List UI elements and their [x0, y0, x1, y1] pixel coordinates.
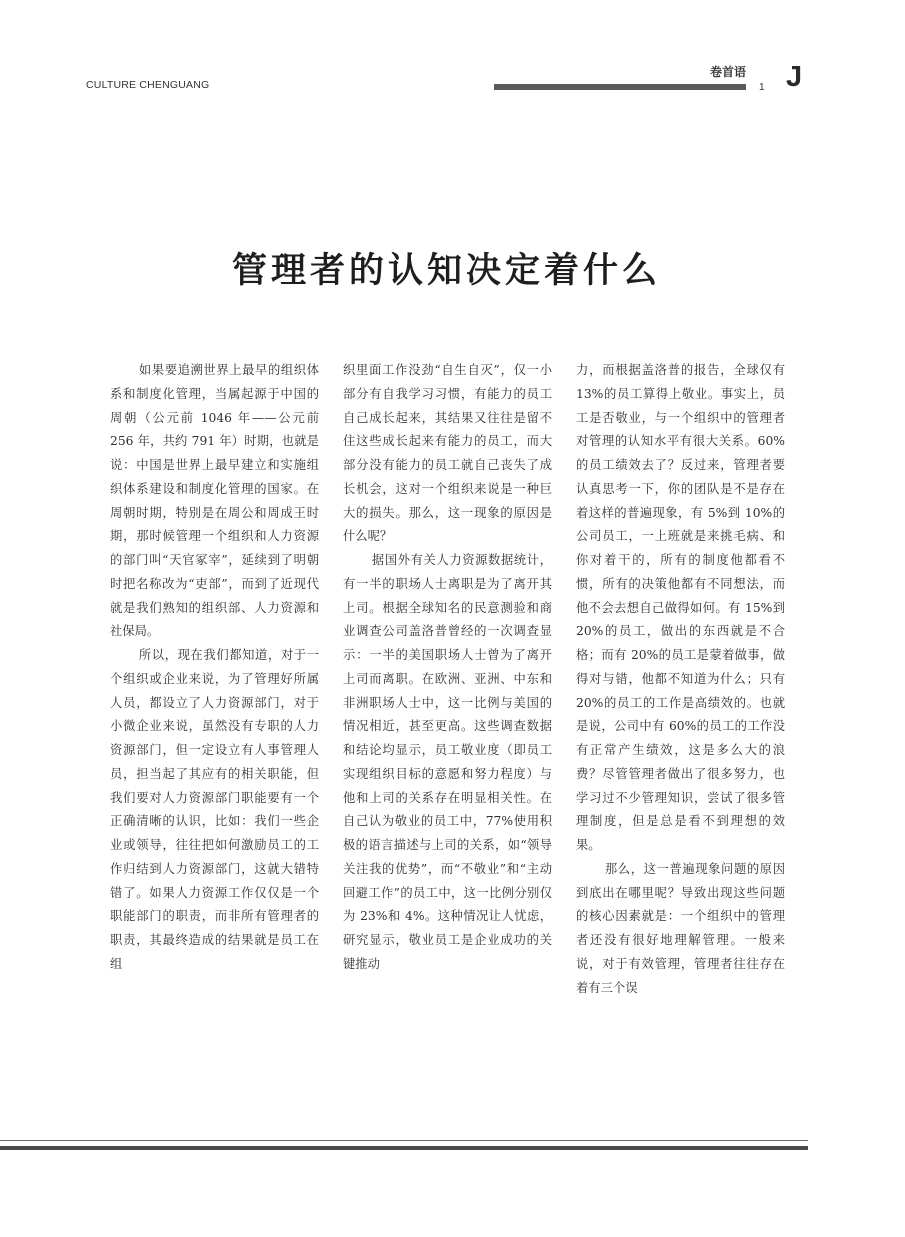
- text-column-3: [576, 359, 785, 1000]
- text-column-1: [110, 359, 319, 977]
- footer-rule-thin: [0, 1140, 808, 1141]
- section-label: 卷首语: [709, 65, 746, 79]
- page-number: 1: [759, 82, 765, 93]
- text-column-2: [343, 359, 552, 977]
- paragraph: 那么，这一普遍现象问题的原因到底出在哪里呢？导致出现这些问题的核心因素就是：一个组织中的管理者还没有很好地理解管理。一般来说，对于有效管理，管理者往往存在着有三个误: [576, 861, 785, 995]
- footer-rule-thick: [0, 1146, 808, 1150]
- paragraph-continued: 力，而根据盖洛普的报告，全球仅有 13%的员工算得上敬业。事实上，员工是否敬业，与一个组织中的管理者对管理的认知水平有很大关系。60%的员工绩效去了？反过来，管理者要认真思考一下，你的团队是不是存在着这样的普遍现象，有 5%到 10%的公司员工，一上班就是来挑毛病、和你对着干的，所有的制度他都看不惯，所有的决策他都有不同想法，而他不会去想自己做得如何。有 15%到 20%的员工，做出的东西就是不合格；而有 20%的员工是蒙着做事，做得对与错，他都不知道为什么；只有 20%的员工的工作是高绩效的。也就是说，公司中有 60%的员工的工作没有正常产生绩效，这是多么大的浪费？尽管管理者做出了很多努力，也学习过不少管理知识，尝试了很多管理制度，但是总是看不到理想的效果。: [576, 363, 785, 852]
- header-rule: [494, 84, 746, 90]
- paragraph: 如果要追溯世界上最早的组织体系和制度化管理，当属起源于中国的周朝（公元前 1046 年——公元前 256 年，共约 791 年）时期，也就是说：中国是世界上最早建立和实施组织体系建设和制度化管理的国家。在周朝时期，特别是在周公和周成王时期，那时候管理一个组织和人力资源的部门叫“天官冢宰”，延续到了明朝时把名称改为“吏部”，而到了近现代就是我们熟知的组织部、人力资源和社保局。: [110, 363, 319, 639]
- section-letter: J: [786, 61, 803, 93]
- paragraph-continued: 织里面工作没劲“自生自灭”，仅一小部分有自我学习习惯，有能力的员工自己成长起来，其结果又往往是留不住这些成长起来有能力的员工，而大部分没有能力的员工就自己丧失了成长机会，这对一个组织来说是一种巨大的损失。那么，这一现象的原因是什么呢？: [343, 363, 552, 544]
- magazine-name: CULTURE CHENGUANG: [86, 79, 210, 91]
- paragraph: 据国外有关人力资源数据统计，有一半的职场人士离职是为了离开其上司。根据全球知名的民意测验和商业调查公司盖洛普曾经的一次调查显示：一半的美国职场人士曾为了离开上司而离职。在欧洲、亚洲、中东和非洲职场人士中，这一比例与美国的情况相近，甚至更高。这些调查数据和结论均显示，员工敬业度（即员工实现组织目标的意愿和努力程度）与他和上司的关系存在明显相关性。在自己认为敬业的员工中，77%使用积极的语言描述与上司的关系，如“领导关注我的优势”，而“不敬业”和“主动回避工作”的员工中，这一比例分别仅为 23%和 4%。这种情况让人忧虑，研究显示，敬业员工是企业成功的关键推动: [343, 553, 552, 971]
- paragraph: 所以，现在我们都知道，对于一个组织或企业来说，为了管理好所属人员，都设立了人力资源部门，对于小微企业来说，虽然没有专职的人力资源部门，但一定设立有人事管理人员，担当起了其应有的相关职能，但我们要对人力资源部门职能要有一个正确清晰的认识，比如：我们一些企业或领导，往往把如何激励员工的工作归结到人力资源部门，这就大错特错了。如果人力资源工作仅仅是一个职能部门的职责，而非所有管理者的职责，其最终造成的结果就是员工在组: [110, 648, 319, 971]
- article-title: 管理者的认知决定着什么: [231, 250, 661, 292]
